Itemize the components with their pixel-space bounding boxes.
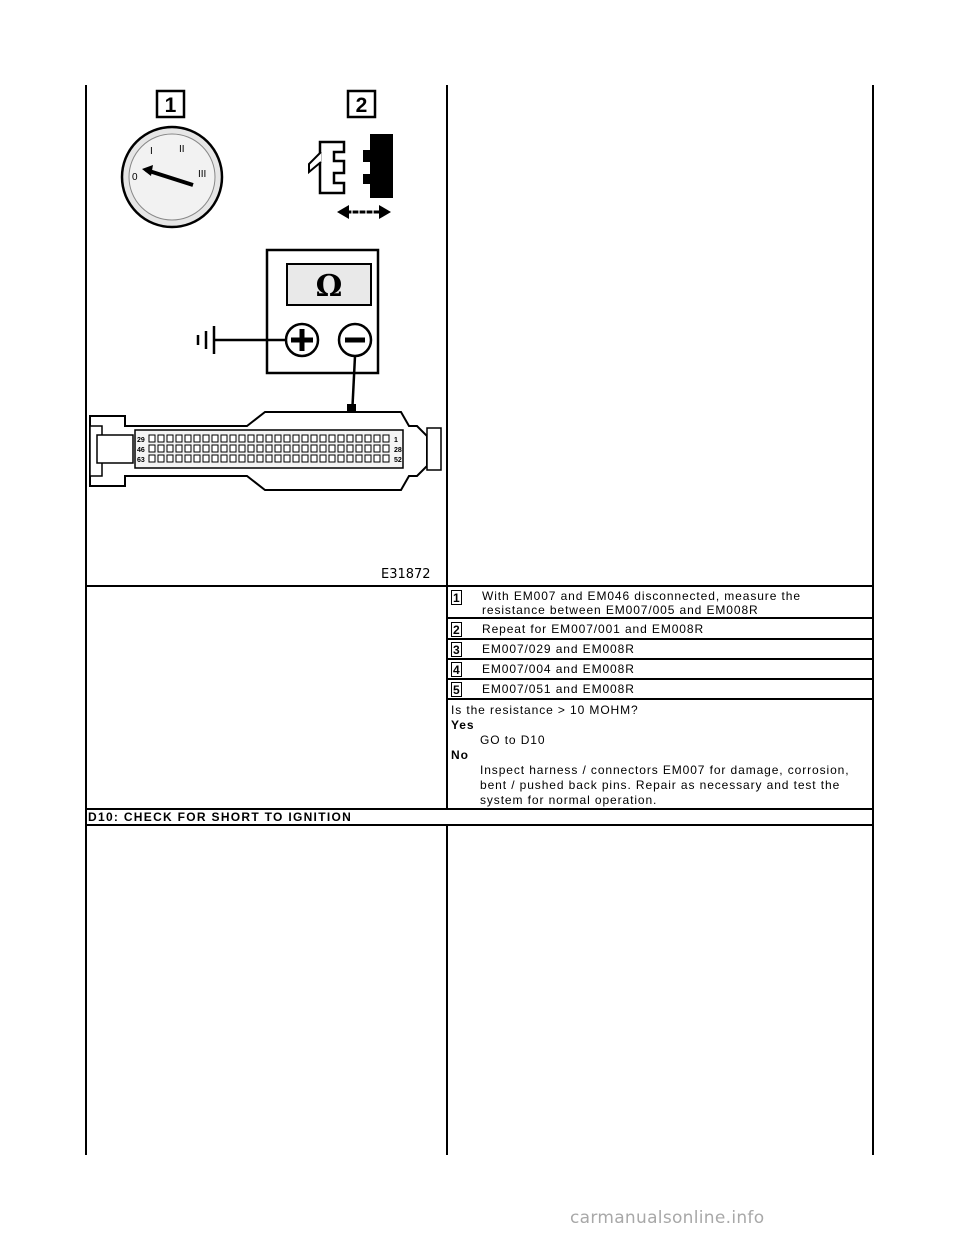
table-right-border (872, 85, 874, 1155)
no-action-text: Inspect harness / connectors EM007 for damage, corrosion, (480, 763, 850, 777)
watermark: carmanualsonline.info (570, 1208, 765, 1228)
svg-text:29: 29 (137, 437, 145, 444)
step-text: EM007/051 and EM008R (482, 682, 635, 696)
svg-text:28: 28 (394, 447, 402, 454)
svg-text:Ω: Ω (315, 269, 343, 304)
step-text: With EM007 and EM046 disconnected, measure the (482, 589, 801, 603)
step-text: EM007/004 and EM008R (482, 662, 635, 676)
step-separator (446, 638, 874, 640)
svg-text:2: 2 (355, 94, 368, 117)
figure-code: E31872 (381, 567, 431, 582)
question-text: Is the resistance > 10 MOHM? (451, 703, 639, 717)
ecm-connector-icon (90, 412, 441, 490)
svg-text:52: 52 (394, 457, 402, 464)
diagnostic-figure (87, 86, 445, 584)
step-text: resistance between EM007/005 and EM008R (482, 603, 759, 617)
svg-text:1: 1 (164, 94, 177, 117)
step-text: EM007/029 and EM008R (482, 642, 635, 656)
figure-bottom-border (85, 585, 874, 587)
svg-text:0: 0 (132, 172, 138, 183)
step-number: 2 (451, 622, 462, 637)
connector-disconnect-icon (309, 134, 393, 219)
svg-text:63: 63 (137, 457, 145, 464)
callout-1-box (157, 91, 184, 117)
step-separator (446, 678, 874, 680)
yes-label: Yes (451, 718, 475, 732)
ignition-switch-icon (122, 127, 222, 227)
svg-text:II: II (179, 144, 185, 155)
column-divider-bottom (446, 826, 448, 1155)
step-number: 3 (451, 642, 462, 657)
step-separator (446, 658, 874, 660)
step-number: 1 (451, 590, 462, 605)
svg-text:III: III (198, 169, 207, 180)
callout-2-box (348, 91, 375, 117)
no-action-text: bent / pushed back pins. Repair as necessary and test the (480, 778, 841, 792)
svg-text:1: 1 (394, 437, 398, 444)
no-action-text: system for normal operation. (480, 793, 658, 807)
svg-text:I: I (150, 146, 153, 157)
step-text: Repeat for EM007/001 and EM008R (482, 622, 705, 636)
no-label: No (451, 748, 469, 762)
section-heading: D10: CHECK FOR SHORT TO IGNITION (88, 810, 353, 824)
column-divider-top (446, 85, 448, 810)
step-number: 5 (451, 682, 462, 697)
svg-text:46: 46 (137, 447, 145, 454)
step-number: 4 (451, 662, 462, 677)
yes-action-link[interactable]: GO to D10 (480, 733, 546, 747)
step-separator (446, 698, 874, 700)
